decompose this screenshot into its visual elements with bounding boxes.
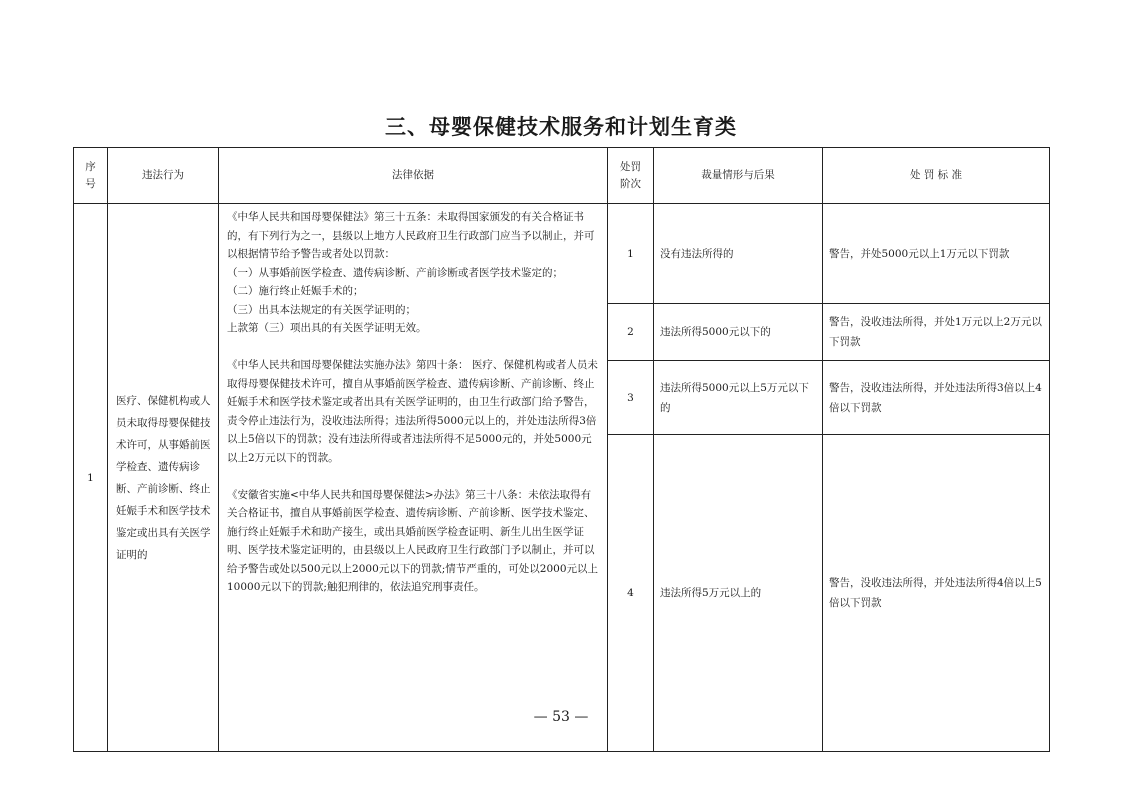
table-header-row [74, 148, 1050, 204]
level-circumstance: 违法所得5000元以上5万元以下的 [654, 361, 823, 435]
row-behavior: 医疗、保健机构或人员未取得母婴保健技术许可，从事婚前医学检查、遗传病诊断、产前诊断、终止妊娠手术和医学技术鉴定或出具有关医学证明的 [108, 204, 219, 752]
level-number: 3 [608, 361, 654, 435]
header-behavior: 违法行为 [108, 148, 219, 204]
row-seq: 1 [74, 204, 108, 752]
level-circumstance: 违法所得5万元以上的 [654, 435, 823, 752]
header-standard: 处 罚 标 准 [823, 148, 1050, 204]
header-level: 处罚阶次 [608, 148, 654, 204]
level-standard: 警告，并处5000元以上1万元以下罚款 [823, 204, 1050, 304]
penalty-table [73, 147, 1050, 752]
level-number: 1 [608, 204, 654, 304]
level-standard: 警告，没收违法所得，并处1万元以上2万元以下罚款 [823, 304, 1050, 361]
level-number: 2 [608, 304, 654, 361]
header-circumstance: 裁量情形与后果 [654, 148, 823, 204]
level-number: 4 [608, 435, 654, 752]
table-row [74, 204, 1050, 304]
level-standard: 警告，没收违法所得，并处违法所得4倍以上5倍以下罚款 [823, 435, 1050, 752]
page-number: — 53 — [533, 709, 589, 725]
header-basis: 法律依据 [219, 148, 608, 204]
basis-law-1: 《中华人民共和国母婴保健法》第三十五条：未取得国家颁发的有关合格证书的，有下列行为之一，县级以上地方人民政府卫生行政部门应当予以制止，并可以根据情节给予警告或者处以罚款： （一）从事婚前医学检查、遗传病诊断、产前诊断或者医学技术鉴定的； （二）施行终止妊娠手术的； （三）出具本法规定的有关医学证明的； 上款第（三）项出具的有关医学证明无效。 [227, 211, 595, 334]
page-title: 三、母婴保健技术服务和计划生育类 [385, 115, 737, 139]
row-basis [219, 204, 608, 752]
header-seq: 序号 [74, 148, 108, 204]
level-standard: 警告，没收违法所得，并处违法所得3倍以上4倍以下罚款 [823, 361, 1050, 435]
basis-law-3: 《安徽省实施<中华人民共和国母婴保健法>办法》第三十八条：未依法取得有关合格证书，擅自从事婚前医学检查、遗传病诊断、产前诊断、医学技术鉴定、施行终止妊娠手术和助产接生，或出具婚前医学检查证明、新生儿出生医学证明、医学技术鉴定证明的，由县级以上人民政府卫生行政部门予以制止，并可以给予警告或处以500元以上2000元以下的罚款;情节严重的，可处以2000元以上10000元以下的罚款;触犯刑律的，依法追究刑事责任。 [227, 488, 599, 593]
level-circumstance: 没有违法所得的 [654, 204, 823, 304]
basis-law-2: 《中华人民共和国母婴保健法实施办法》第四十条： 医疗、保健机构或者人员未取得母婴保健技术许可，擅自从事婚前医学检查、遗传病诊断、产前诊断、终止妊娠手术和医学技术鉴定或者出具有关医学证明的，由卫生行政部门给予警告，责令停止违法行为，没收违法所得；违法所得5000元以上的，并处违法所得3倍以上5倍以下的罚款；没有违法所得或者违法所得不足5000元的，并处5000元以上2万元以下的罚款。 [227, 359, 598, 464]
level-circumstance: 违法所得5000元以下的 [654, 304, 823, 361]
